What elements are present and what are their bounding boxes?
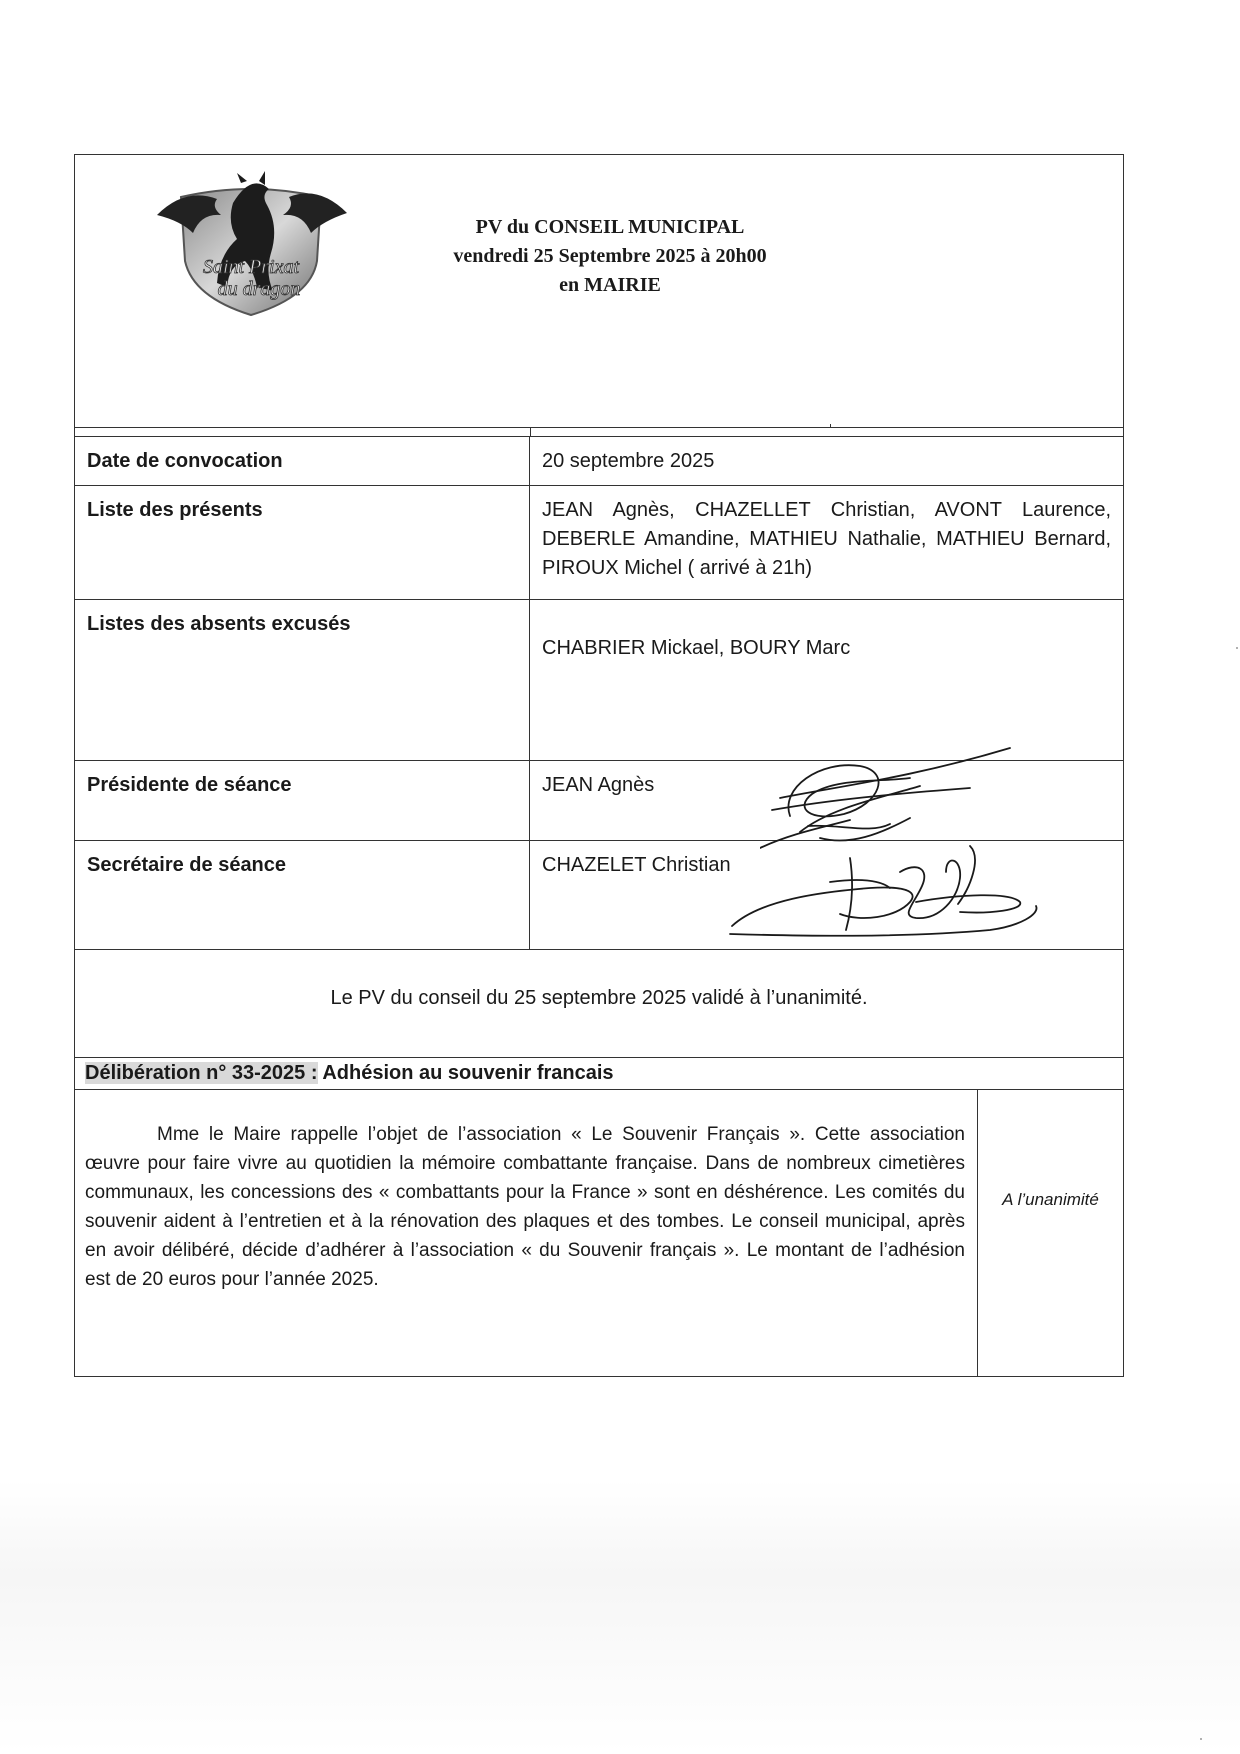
row-presents [75,486,1123,600]
secretaire-value: CHAZELET Christian [542,854,731,876]
deliberation-number: Délibération n° 33-2025 : [85,1062,318,1084]
row-convocation [75,437,1123,486]
document-header [75,155,1123,427]
title-line-2: vendredi 25 Septembre 2025 à 20h00 [453,245,767,267]
deliberation-text-cell [75,1090,978,1376]
svg-text:du dragon: du dragon [217,278,301,300]
absents-value: CHABRIER Mickael, BOURY Marc [542,637,851,659]
title-line-3: en MAIRIE [559,274,661,296]
deliberation-vote: A l’unanimité [1002,1190,1099,1209]
deliberation-body [75,1090,1123,1376]
validation-statement: Le PV du conseil du 25 septembre 2025 validé à l’unanimité. [75,950,1123,1058]
secretaire-signature [720,838,1050,950]
secretaire-label: Secrétaire de séance [75,841,530,949]
row-absents [75,600,1123,761]
svg-text:Saint Prixat: Saint Prixat [202,256,300,278]
separator-tick [830,424,831,428]
header-separator [75,427,1123,437]
page-bottom-shade [0,1480,1240,1754]
presidente-value: JEAN Agnès [542,774,655,796]
presents-label: Liste des présents [75,486,530,599]
deliberation-subject: Adhésion au souvenir francais [317,1062,614,1084]
scan-speck [1236,647,1238,649]
dragon-crest-logo [141,169,363,321]
presents-value: JEAN Agnès, CHAZELLET Christian, AVONT Laurence, DEBERLE Amandine, MATHIEU Nathalie, MATHIEU Bernard, PIROUX Michel ( arrivé à 21h) [542,499,1111,579]
convocation-label: Date de convocation [75,437,530,485]
presidente-label: Présidente de séance [75,761,530,840]
scan-speck [1200,1738,1202,1740]
deliberation-text: Mme le Maire rappelle l’objet de l’association « Le Souvenir Français ». Cette association œuvre pour faire vivre au quotidien la mémoire combattante française. Dans de nombreux cimetières communaux, les concessions des « combattants pour la France » sont en déshérence. Les comités du souvenir aident à l’entretien et à la rénovation des plaques et des tombes. Le conseil municipal, après en avoir délibéré, décide d’adhérer à l’association « du Souvenir français ». Le montant de l’adhésion est de 20 euros pour l’année 2025. [85,1124,965,1290]
deliberation-heading [75,1058,1123,1090]
convocation-value: 20 septembre 2025 [542,450,715,472]
absents-label: Listes des absents excusés [75,600,530,760]
separator-tick [530,428,531,436]
title-line-1: PV du CONSEIL MUNICIPAL [475,216,745,238]
document-title [405,213,815,300]
